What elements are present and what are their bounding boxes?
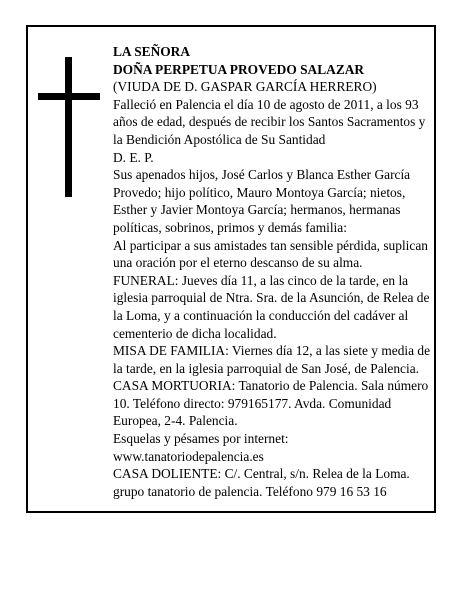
condolences-info: Esquelas y pésames por internet:: [113, 431, 289, 447]
notice-text: [113, 43, 431, 500]
funeral-info: FUNERAL: Jueves día 11, a las cinco de la tarde, en la iglesia parroquial de Ntra. Sra. de la Asunción, de Relea de la Loma, y a continuación la conducción del cadáver al cementerio de dicha localidad.: [113, 272, 430, 341]
prayer-request: Al participar a sus amistades tan sensible pérdida, suplican una oración por el eterno descanso de su alma.: [113, 237, 428, 271]
group-contact: grupo tanatorio de palencia. Teléfono 979 16 53 16: [113, 483, 387, 499]
funeral-home-info: CASA MORTUORIA: Tanatorio de Palencia. Sala número 10. Teléfono directo: 979165177. Avda. Comunidad Europea, 2-4. Palencia.: [113, 378, 429, 429]
family-mass-info: MISA DE FAMILIA: Viernes día 12, a las siete y media de la tarde, en la iglesia parroquial de San José, de Palencia.: [113, 343, 431, 376]
widow-of: (VIUDA DE D. GASPAR GARCÍA HERRERO): [113, 79, 377, 95]
rest-in-peace: D. E. P.: [113, 149, 154, 165]
cross-vertical-bar: [65, 57, 72, 197]
cross-horizontal-bar: [38, 93, 100, 100]
death-announcement: Falleció en Palencia el día 10 de agosto de 2011, a los 93 años de edad, después de recibir los Santos Sacramentos y la Bendición Apostólica de Su Santidad: [113, 96, 426, 147]
notice-title: LA SEÑORA: [113, 44, 191, 59]
website-link[interactable]: www.tanatoriodepalencia.es: [113, 448, 264, 464]
cross-icon: [38, 57, 100, 197]
obituary-notice: [26, 25, 436, 513]
deceased-name: DOÑA PERPETUA PROVEDO SALAZAR: [113, 61, 365, 77]
family-home-info: CASA DOLIENTE: C/. Central, s/n. Relea de la Loma.: [113, 466, 410, 482]
family-list: Sus apenados hijos, José Carlos y Blanca Esther García Provedo; hijo político, Mauro Montoya García; nietos, Esther y Javier Montoya García; hermanos, hermanas políticas, sobrinos, primos y demás familia:: [113, 167, 411, 235]
